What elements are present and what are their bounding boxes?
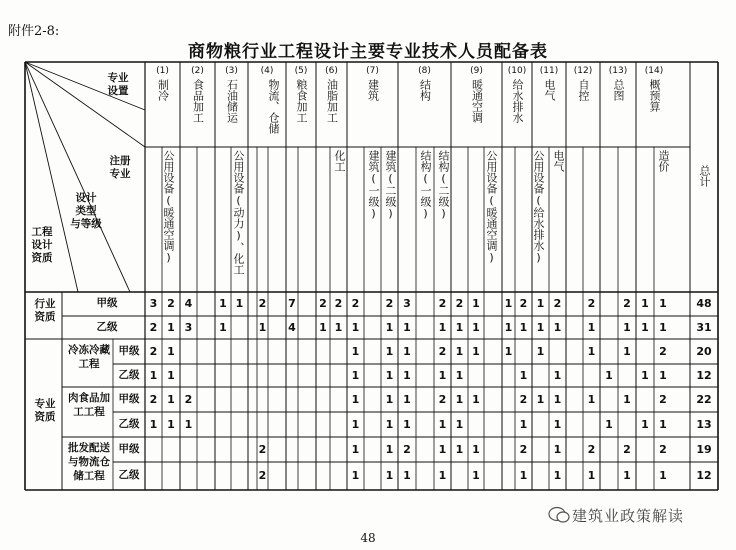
count-cell: 1: [385, 320, 394, 334]
count-cell: 1: [219, 297, 227, 310]
count-cell: 1: [472, 442, 480, 456]
grade-label: 乙级: [118, 368, 140, 381]
count-cell: 1: [536, 344, 545, 358]
count-cell: 2: [351, 297, 360, 310]
count-cell: 2: [438, 344, 447, 358]
spec-number: (5): [294, 66, 308, 76]
count-cell: 1: [553, 469, 562, 482]
count-cell: 1: [455, 417, 464, 431]
count-cell: 2: [258, 297, 267, 310]
count-cell: 3: [403, 297, 411, 310]
grade-label: 乙级: [96, 320, 118, 333]
count-cell: 1: [623, 469, 631, 482]
total-value: 48: [696, 297, 712, 310]
count-cell: 1: [385, 469, 394, 482]
spec-name-11: 电气: [543, 79, 556, 101]
count-cell: 1: [472, 344, 480, 358]
spec-name-10: 给水排水: [511, 79, 524, 123]
count-cell: 1: [438, 417, 447, 431]
label-qualification: 工程 设计 资质: [31, 226, 53, 264]
count-cell: 1: [553, 368, 562, 382]
count-cell: 1: [519, 368, 528, 382]
spec-number: (8): [418, 66, 431, 76]
count-cell: 2: [455, 297, 464, 310]
grade-label: 乙级: [118, 469, 140, 481]
count-cell: 2: [519, 297, 528, 310]
total-header: 总计: [698, 165, 711, 187]
count-cell: 1: [472, 392, 480, 406]
count-cell: 1: [385, 344, 394, 358]
count-cell: 1: [605, 417, 613, 431]
count-cell: 1: [587, 344, 596, 358]
registered-15: 建筑(二级): [384, 150, 397, 220]
count-cell: 1: [587, 469, 596, 482]
count-cell: 1: [587, 320, 596, 334]
total-value: 12: [696, 368, 712, 382]
grade-label: 甲级: [118, 442, 140, 455]
count-cell: 3: [184, 320, 193, 334]
registered-4: 公用设备(动力)、化工: [232, 150, 245, 275]
spec-number: (3): [225, 66, 238, 76]
registered-17: 结构(一级): [419, 150, 432, 220]
count-cell: 1: [351, 417, 360, 431]
count-cell: 1: [519, 469, 528, 482]
project-label-2: 肉食品加工工程: [68, 392, 110, 418]
grade-label: 甲级: [96, 297, 118, 309]
count-cell: 2: [385, 297, 394, 310]
spec-name-13: 总图: [612, 79, 625, 101]
count-cell: 1: [167, 320, 175, 334]
spec-number: (2): [191, 66, 204, 76]
spec-name-4: 物流、仓储: [267, 79, 280, 134]
count-cell: 1: [472, 320, 480, 334]
count-cell: 1: [659, 320, 667, 334]
count-cell: 1: [553, 320, 562, 334]
count-cell: 3: [149, 297, 158, 310]
label-registered-profession: 注册 专业: [109, 155, 131, 180]
count-cell: 1: [623, 392, 631, 406]
grade-label: 甲级: [118, 344, 140, 357]
spec-name-2: 食品加工: [191, 79, 205, 123]
count-cell: 2: [519, 442, 528, 456]
count-cell: 1: [167, 368, 175, 382]
count-cell: 1: [605, 368, 613, 382]
count-cell: 1: [403, 392, 411, 406]
project-label-3: 批发配送与物流仓储工程: [68, 442, 110, 482]
spec-number: (9): [470, 66, 483, 76]
spec-name-14: 概预算: [648, 79, 661, 112]
count-cell: 1: [472, 297, 480, 310]
count-cell: 1: [536, 297, 545, 310]
count-cell: 2: [623, 442, 631, 456]
count-cell: 2: [184, 392, 193, 406]
count-cell: 2: [587, 442, 596, 456]
count-cell: 1: [258, 320, 267, 334]
spec-number: (6): [325, 66, 338, 76]
page-number: 48: [360, 531, 376, 545]
total-value: 22: [696, 392, 712, 406]
count-cell: 1: [334, 320, 343, 334]
label-design-type: 设计 类型 与等级: [70, 192, 102, 230]
count-cell: 1: [385, 392, 394, 406]
count-cell: 1: [587, 392, 596, 406]
spec-name-5: 粮食加工: [295, 79, 308, 123]
count-cell: 1: [536, 392, 545, 406]
count-cell: 2: [438, 297, 447, 310]
page-title: 商物粮行业工程设计主要专业技术人员配备表: [188, 42, 548, 62]
count-cell: 1: [455, 344, 464, 358]
count-cell: 2: [553, 297, 562, 310]
count-cell: 1: [536, 320, 545, 334]
count-cell: 1: [149, 368, 158, 382]
spec-name-12: 自控: [577, 79, 590, 101]
count-cell: 1: [504, 320, 513, 334]
total-value: 12: [696, 469, 712, 482]
count-cell: 1: [438, 469, 447, 482]
spec-number: (10): [507, 66, 527, 76]
spec-number: (1): [156, 66, 169, 76]
count-cell: 1: [351, 368, 360, 382]
count-cell: 1: [472, 469, 480, 482]
count-cell: 1: [659, 297, 667, 310]
label-professional-setting: 专业 设置: [107, 72, 129, 97]
wechat-icon: [548, 506, 570, 524]
count-cell: 1: [455, 442, 464, 456]
professional-qualification-label: 专业 资质: [34, 398, 56, 423]
count-cell: 1: [167, 344, 175, 358]
registered-0: 公用设备(暖通空调): [162, 150, 175, 264]
count-cell: 2: [149, 392, 158, 406]
count-cell: 1: [438, 368, 447, 382]
spec-name-6: 油脂加工: [325, 79, 339, 123]
count-cell: 4: [184, 297, 193, 310]
grade-label: 乙级: [118, 417, 140, 430]
count-cell: 2: [167, 297, 175, 310]
total-value: 20: [696, 344, 712, 358]
spec-name-7: 建筑: [366, 79, 380, 101]
count-cell: 1: [641, 297, 649, 310]
count-cell: 7: [288, 297, 296, 310]
count-cell: 2: [334, 297, 343, 310]
count-cell: 1: [553, 442, 562, 456]
count-cell: 1: [553, 392, 562, 406]
count-cell: 1: [403, 320, 411, 334]
count-cell: 1: [641, 417, 649, 431]
count-cell: 1: [659, 417, 667, 431]
registered-14: 建筑(一级): [367, 150, 380, 220]
count-cell: 2: [659, 392, 667, 406]
count-cell: 1: [659, 368, 667, 382]
count-cell: 1: [438, 320, 447, 334]
count-cell: 1: [623, 320, 631, 334]
spec-number: (7): [366, 66, 379, 76]
count-cell: 1: [385, 368, 394, 382]
count-cell: 1: [641, 368, 649, 382]
registered-23: 公用设备(给水排水): [532, 150, 545, 264]
spec-number: (12): [573, 66, 593, 76]
count-cell: 2: [623, 297, 631, 310]
industry-qualification-label: 行业 资质: [34, 298, 56, 323]
count-cell: 1: [351, 469, 360, 482]
count-cell: 1: [235, 297, 244, 310]
count-cell: 1: [351, 320, 360, 334]
spec-number: (4): [260, 66, 274, 76]
spec-number: (14): [644, 66, 664, 76]
count-cell: 1: [455, 368, 464, 382]
count-cell: 2: [258, 442, 267, 456]
count-cell: 4: [288, 320, 296, 334]
count-cell: 2: [149, 320, 158, 334]
total-value: 19: [696, 442, 712, 456]
attachment-label: 附件2-8:: [8, 24, 60, 39]
count-cell: 1: [403, 344, 411, 358]
count-cell: 1: [455, 320, 464, 334]
count-cell: 1: [641, 320, 649, 334]
project-label-1: 冷冻冷藏工程: [68, 344, 110, 370]
count-cell: 2: [519, 392, 528, 406]
count-cell: 2: [403, 442, 411, 456]
watermark: 建筑业政策解读: [572, 507, 685, 525]
count-cell: 1: [623, 344, 631, 358]
count-cell: 1: [553, 417, 562, 431]
count-cell: 1: [351, 392, 360, 406]
count-cell: 1: [504, 297, 513, 310]
count-cell: 1: [504, 344, 513, 358]
count-cell: 1: [519, 417, 528, 431]
count-cell: 1: [319, 320, 327, 334]
spec-name-3: 石油储运: [225, 79, 239, 123]
count-cell: 1: [438, 442, 447, 456]
count-cell: 1: [351, 344, 360, 358]
registered-18: 结构(二级): [437, 150, 450, 220]
count-cell: 2: [149, 344, 158, 358]
spec-number: (13): [608, 66, 628, 76]
count-cell: 1: [403, 469, 411, 482]
count-cell: 1: [149, 417, 158, 431]
count-cell: 1: [167, 417, 175, 431]
grade-label: 甲级: [118, 392, 140, 405]
spec-name-1: 制冷: [156, 79, 170, 101]
spec-name-9: 暖通空调: [470, 79, 484, 123]
count-cell: 1: [385, 442, 394, 456]
count-cell: 2: [659, 442, 667, 456]
count-cell: 1: [519, 320, 528, 334]
total-value: 13: [696, 417, 712, 431]
count-cell: 1: [184, 417, 193, 431]
spec-name-8: 结构: [418, 79, 432, 101]
count-cell: 2: [319, 297, 327, 310]
count-cell: 1: [659, 469, 667, 482]
registered-31: 造价: [657, 150, 670, 172]
count-cell: 2: [659, 344, 667, 358]
count-cell: 1: [219, 320, 227, 334]
registered-12: 化工: [333, 150, 346, 172]
count-cell: 1: [403, 368, 411, 382]
count-cell: 1: [385, 417, 394, 431]
count-cell: 2: [587, 297, 596, 310]
count-cell: 1: [351, 442, 360, 456]
count-cell: 1: [455, 392, 464, 406]
registered-20: 公用设备(暖通空调): [485, 150, 498, 264]
count-cell: 2: [258, 469, 267, 482]
spec-number: (11): [539, 66, 559, 76]
registered-25: 电气: [552, 150, 565, 172]
count-cell: 2: [438, 392, 447, 406]
count-cell: 1: [167, 392, 175, 406]
total-value: 31: [696, 320, 712, 334]
count-cell: 1: [403, 417, 411, 431]
